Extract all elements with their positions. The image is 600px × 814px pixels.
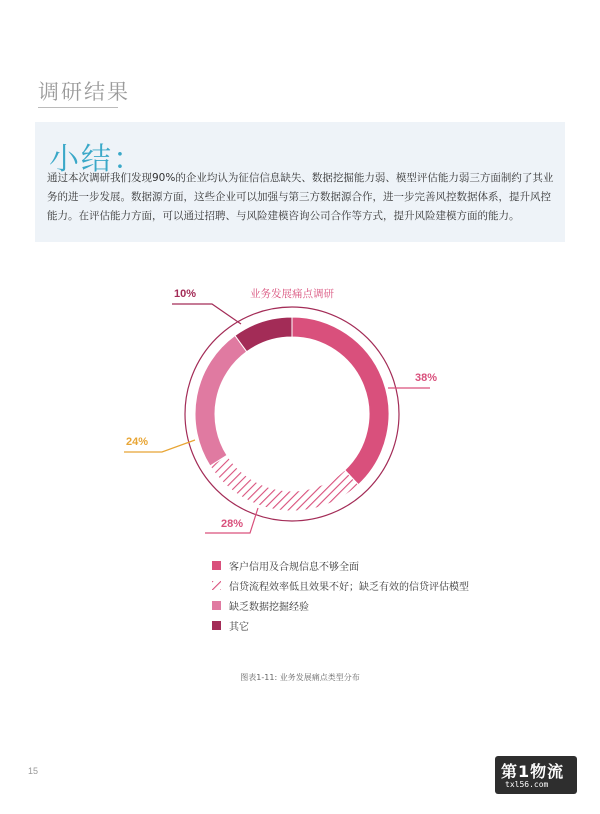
- legend-item: [212, 615, 469, 635]
- legend-item: [212, 575, 469, 595]
- legend-label: 其它: [229, 621, 249, 633]
- watermark-sub-text: txl56.com: [505, 780, 549, 789]
- legend-swatch: [212, 601, 221, 610]
- legend-label: 信贷流程效率低且效果不好；缺乏有效的信贷评估模型: [229, 581, 469, 593]
- legend-swatch: [212, 621, 221, 630]
- legend-item: [212, 555, 469, 575]
- chart-legend: [212, 555, 469, 635]
- chart-caption: 图表1-11: 业务发展痛点类型分布: [240, 673, 360, 682]
- donut-slice: [235, 317, 292, 352]
- data-label: 28%: [221, 518, 244, 530]
- summary-heading: 小结：: [49, 142, 145, 177]
- data-label: 10%: [174, 288, 197, 300]
- section-title: 调研结果: [38, 80, 130, 104]
- watermark-logo: [495, 756, 577, 794]
- donut-outer-ring: [185, 307, 399, 521]
- legend-swatch-hatched: [212, 581, 221, 590]
- chart-title: 业务发展痛点调研: [250, 288, 334, 300]
- watermark-main-text: 第1物流: [501, 762, 565, 781]
- legend-label: 客户信用及合规信息不够全面: [229, 561, 359, 573]
- legend-swatch: [212, 561, 221, 570]
- data-label: 24%: [126, 436, 149, 448]
- legend-label: 缺乏数据挖掘经验: [229, 601, 309, 613]
- summary-text: 通过本次调研我们发现90%的企业均认为征信信息缺失、数据挖掘能力弱、模型评估能力弱三方面制约了其业务的进一步发展。数据源方面，这些企业可以加强与第三方数据源合作，进一步完善风控数据体系，提升风控能力。在评估能力方面，可以通过招聘、与风险建模咨询公司合作等方式，提升风险建模方面的能力。: [47, 172, 554, 222]
- donut-slice: [292, 317, 389, 485]
- leader-line: [172, 304, 241, 324]
- page-number: 15: [28, 766, 39, 776]
- legend-item: [212, 595, 469, 615]
- data-label: 38%: [415, 372, 438, 384]
